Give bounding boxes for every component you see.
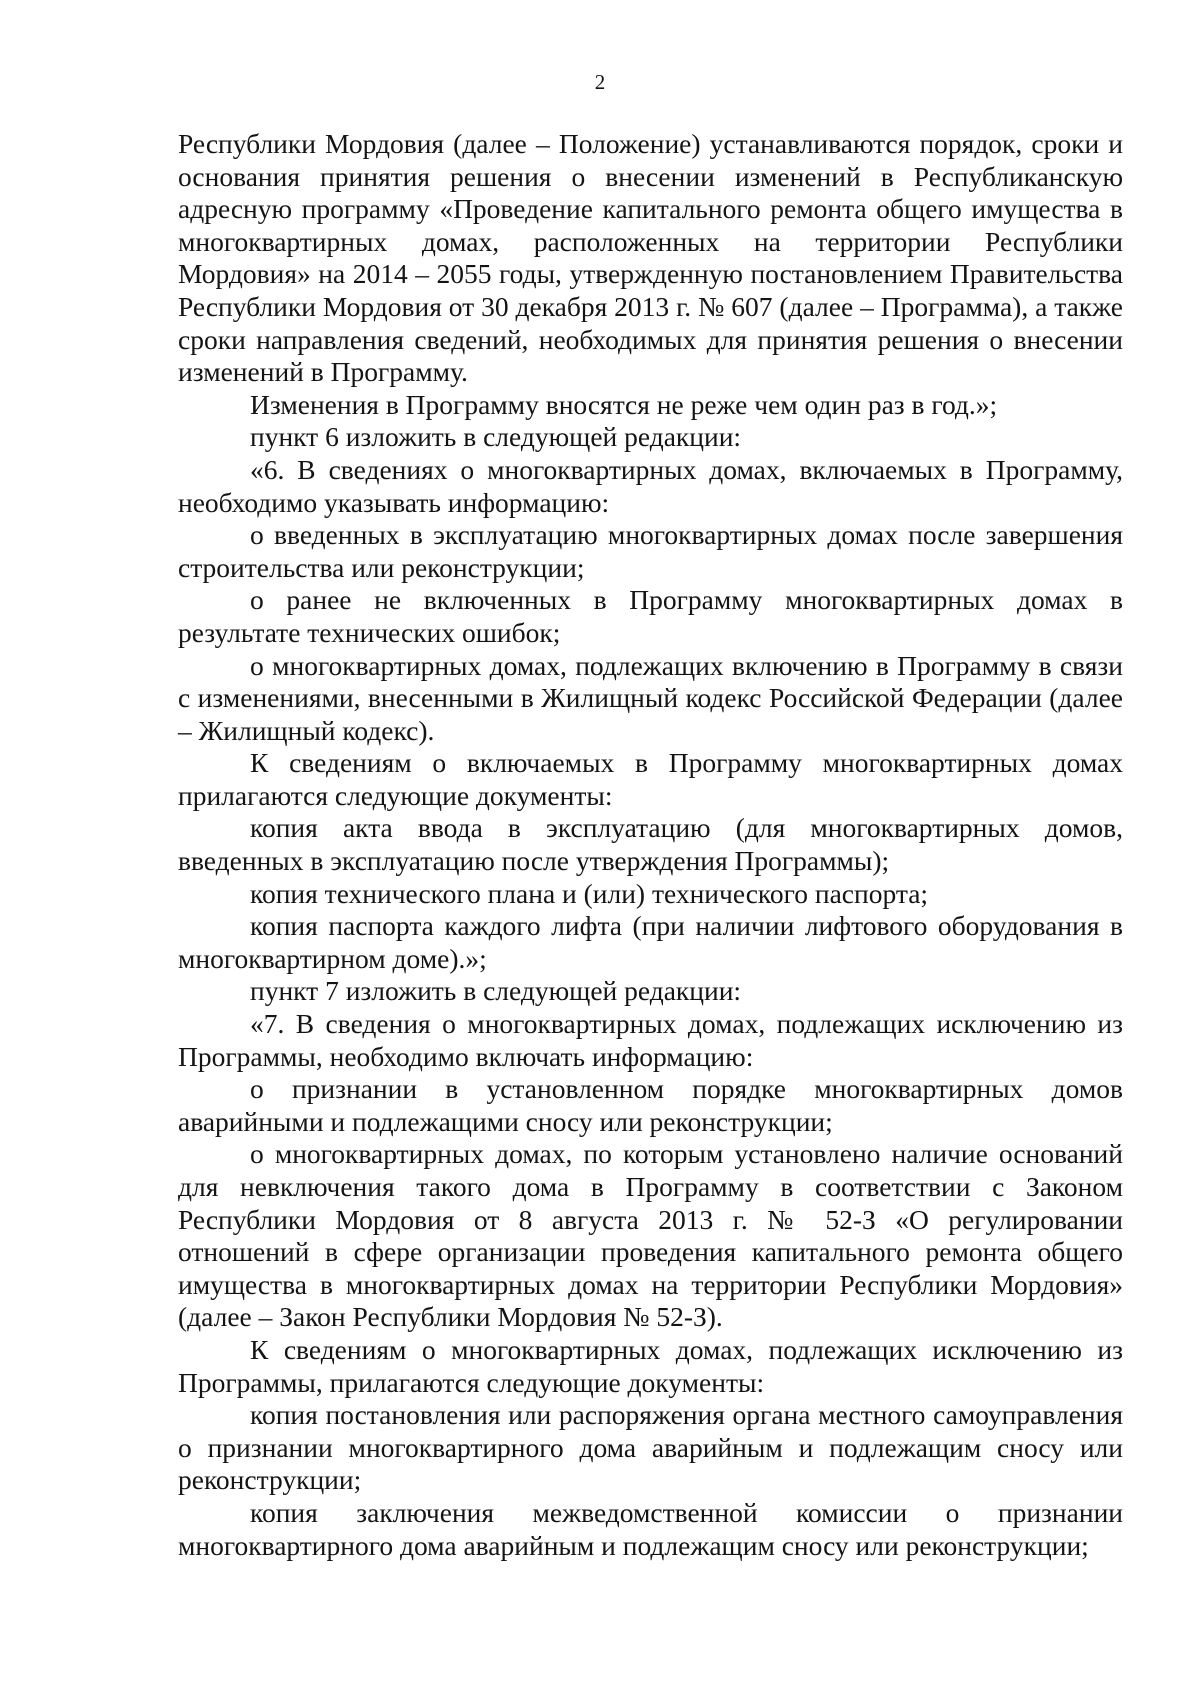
- paragraph-8: К сведениям о включаемых в Программу многоквартирных домах прилагаются следующие документы:: [178, 747, 1123, 811]
- paragraph-17: копия постановления или распоряжения органа местного самоуправления о признании многоквартирного дома аварийным и подлежащим сносу или реконструкции;: [178, 1399, 1123, 1496]
- paragraph-1: Республики Мордовия (далее – Положение) устанавливаются порядок, сроки и основания принятия решения о внесении изменений в Республиканскую адресную программу «Проведение капитального ремонта общего имущества в многоквартирных домах, расположенных на территории Республики Мордовия» на 2014 – 2055 годы, утвержденную постановлением Правительства Республики Мордовия от 30 декабря 2013 г. № 607 (далее – Программа), а также сроки направления сведений, необходимых для принятия решения о внесении изменений в Программу.: [178, 128, 1123, 388]
- paragraph-5: о введенных в эксплуатацию многоквартирных домах после завершения строительства или реконструкции;: [178, 519, 1123, 583]
- paragraph-3: пункт 6 изложить в следующей редакции:: [250, 421, 742, 453]
- paragraph-6: о ранее не включенных в Программу многоквартирных домах в результате технических ошибок;: [178, 584, 1123, 648]
- paragraph-7: о многоквартирных домах, подлежащих включению в Программу в связи с изменениями, внесенными в Жилищный кодекс Российской Федерации (далее – Жилищный кодекс).: [178, 649, 1123, 746]
- document-body: [178, 128, 1123, 1562]
- paragraph-16: К сведениям о многоквартирных домах, подлежащих исключению из Программы, прилагаются следующие документы:: [178, 1333, 1123, 1398]
- paragraph-4: «6. В сведениях о многоквартирных домах, включаемых в Программу, необходимо указывать информацию:: [178, 453, 1123, 518]
- paragraph-2: Изменения в Программу вносятся не реже чем один раз в год.»;: [250, 388, 998, 420]
- paragraph-12: пункт 7 изложить в следующей редакции:: [250, 975, 742, 1007]
- page-number: 2: [594, 70, 606, 94]
- paragraph-18: копия заключения межведомственной комиссии о признании многоквартирного дома аварийным и подлежащим сносу или реконструкции;: [178, 1496, 1123, 1561]
- paragraph-11: копия паспорта каждого лифта (при наличии лифтового оборудования в многоквартирном доме).»;: [178, 910, 1123, 974]
- paragraph-15: о многоквартирных домах, по которым установлено наличие оснований для невключения такого дома в Программу в соответствии с Законом Республики Мордовия от 8 августа 2013 г. № 52-З «О регулировании отношений в сфере организации проведения капитального ремонта общего имущества в многоквартирных домах на территории Республики Мордовия» (далее – Закон Республики Мордовия № 52-З).: [178, 1138, 1123, 1333]
- paragraph-9: копия акта ввода в эксплуатацию (для многоквартирных домов, введенных в эксплуатацию после утверждения Программы);: [178, 812, 1123, 877]
- paragraph-10: копия технического плана и (или) технического паспорта;: [250, 877, 929, 909]
- paragraph-14: о признании в установленном порядке многоквартирных домов аварийными и подлежащими сносу или реконструкции;: [178, 1073, 1123, 1137]
- paragraph-13: «7. В сведения о многоквартирных домах, подлежащих исключению из Программы, необходимо включать информацию:: [178, 1008, 1123, 1072]
